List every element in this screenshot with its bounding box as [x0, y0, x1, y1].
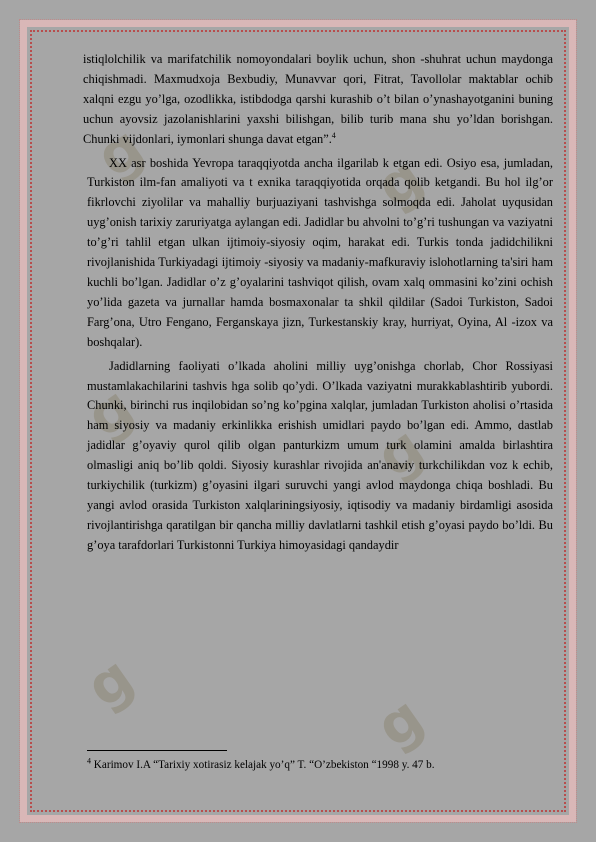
- watermark-glyph: g: [74, 374, 146, 451]
- footnote-separator: [87, 750, 227, 751]
- paragraph-2: XX asr boshida Yevropa taraqqiyotda ancha ilgarilab k etgan edi. Osiyo esa, jumladan, Turkiston ilm-fan amaliyoti va t exnika taraqqiyotida orqada qolib ketgandi. Bu hol ilg’or fikrlovchi ziyolilar va mahalliy burjuaziyani tashvishga solmoqda edi. Jaholat uyqusidan uyg’onish tarixiy zaruriyatga aylangan edi. Jadidlar bu ahvolni to’g’ri tushungan va vaziyatni to’g’ri tahlil etgan ulkan ijtimoiy-siyosiy oqim, harakat edi. Turkis tonda jadidchilikni rivojlanishida Turkiyadagi ijtimoiy -siyosiy va madaniy-mafkuraviy islohotlarning ta'siri ham kuchli bo’lgan. Jadidlar o’z g’oyalarini tashviqot qilish, ovam xalq ommasini ko’zini ochish yo’lida gazeta va jurnallar hamda bosmaxonalar ta shkil qildilar (Sadoi Turkiston, Sadoi Farg’ona, Utro Fengano, Ferganskaya jizn, Turkestanskiy kray, hurriyat, Oyina, Al -izox va boshqalar).: [87, 155, 553, 349]
- document-body: [83, 50, 553, 556]
- watermark-glyph: g: [364, 684, 436, 761]
- watermark-glyph: g: [74, 644, 146, 721]
- footnote-text: Karimov I.A “Tarixiy xotirasiz kelajak yo’q” T. “O’zbekiston “1998 y. 47 b.: [93, 759, 435, 771]
- footnote: [87, 758, 547, 772]
- paragraph-3: Jadidlarning faoliyati o’lkada aholini milliy uyg’onishga chorlab, Chor Rossiyasi mustamlakachilarini tashvis hga solib qo’ydi. O’lkada vaziyatni murakkablashtirib yubordi. Chunki, birinchi rus inqilobidan so’ng ko’pgina xalqlar, jumladan Turkiston aholisi o’rtasida ham siyosiy va madaniy erkinlikka erishish umidlari paydo bo’lgan edi. Ammo, dastlab jadidlar g’oyaviy qurol qilib olgan panturkizm umum turk olamini amalda birlashtira olmasligi aniq bo’lib qoldi. Siyosiy kurashlar rivojida an'anaviy turkchilikdan voz k echib, turkiychilik (turkizm) g’oyasini ilgari suruvchi yangi avlod maydonga chiqa boshladi. Bu yangi avlod orasida Turkiston xalqlariningsiyosiy, iqtisodiy va madaniy birdamligi asosida rivojlantirishga qaratilgan bir qancha milliy davlatlarni tashkil etish g’oyasi paydo bo’ldi. Bu g’oya tarafdorlari Turkistonni Turkiya himoyasidagi qandaydir: [87, 358, 553, 552]
- watermark-glyph: g: [84, 114, 156, 191]
- paragraph-1: [83, 50, 553, 150]
- paragraph-1-text: istiqlolchilik va marifatchilik nomoyondalari boylik uchun, shon -shuhrat uchun maydonga chiqishmadi. Maxmudxoja Bexbudiy, Munavvar qori, Fitrat, Tavollolar maktablar ochib xalqni ezgu yo’lga, ozodlikka, istibdodga qarshi kurashib o’t bilan o’ynashayotganini buning uchun ayovsiz jazolanishlarini yaxshi bilishgan, bilib turib mana shu yo’ldan borishgan. Chunki vijdonlari, iymonlari shunga davat etgan”.: [83, 52, 553, 146]
- watermark-glyph: g: [364, 144, 436, 221]
- watermark-glyph: g: [364, 414, 436, 491]
- footnote-number: 4: [87, 756, 91, 766]
- footnote-reference: 4: [331, 130, 336, 140]
